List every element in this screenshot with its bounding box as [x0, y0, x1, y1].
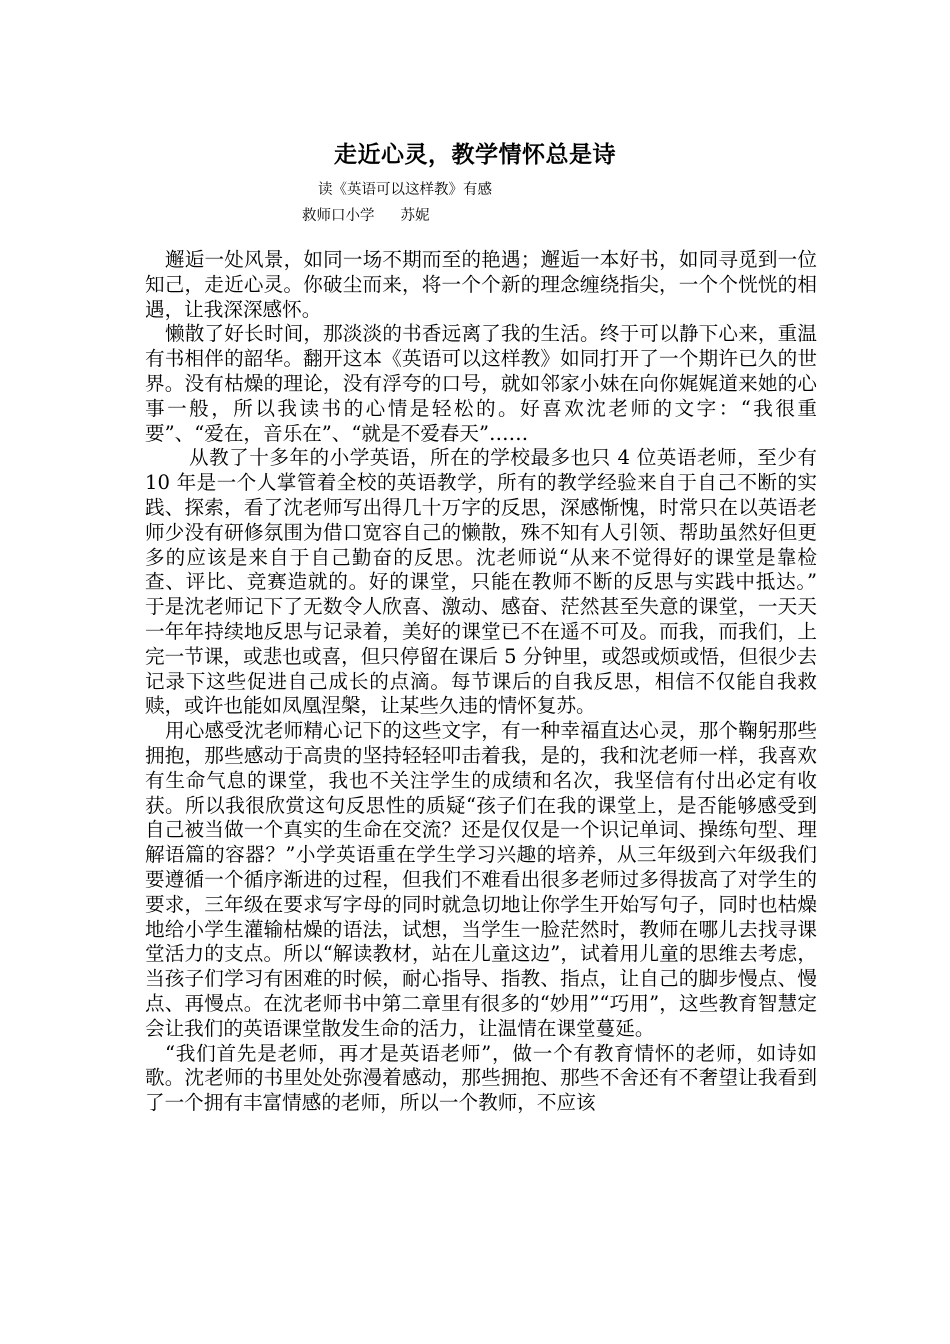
article-body [145, 248, 817, 1116]
page-title: 走近心灵，教学情怀总是诗 [334, 141, 616, 168]
subtitle: 读《英语可以这样教》有感 [318, 182, 492, 198]
author-school: 救师口小学 [302, 208, 375, 224]
author-name: 苏妮 [400, 208, 430, 224]
paragraph-3: 从教了十多年的小学英语，所在的学校最多也只 4 位英语老师，至少有 10 年是一个人掌管着全校的英语教学，所有的教学经验来自于自己不断的实践、探索，看了沈老师写出得几十万字的反思，深感惭愧，时常只在以英语老师少没有研修氛围为借口宽容自己的懒散，殊不知有人引领、帮助虽然好但更多的应该是来自于自己勤奋的反思。沈老师说“从来不觉得好的课堂是靠检查、评比、竞赛造就的。好的课堂，只能在教师不断的反思与实践中抵达。” 于是沈老师记下了无数令人欣喜、激动、感奋、茫然甚至失意的课堂，一天天一年年持续地反思与记录着，美好的课堂已不在遥不可及。而我，而我们，上完一节课，或悲也或喜，但只停留在课后 5 分钟里，或怨或烦或悟，但很少去记录下这些促进自己成长的点滴。每节课后的自我反思，相信不仅能自我救赎，或许也能如凤凰涅槃，让某些久违的情怀复苏。 [145, 446, 817, 718]
author-line [302, 204, 430, 225]
paragraph-1: 邂逅一处风景，如同一场不期而至的艳遇；邂逅一本好书，如同寻觅到一位知己，走近心灵。你破尘而来，将一个个新的理念缠绕指尖，一个个恍恍的相遇，让我深深感怀。 [145, 248, 817, 321]
paragraph-5: “我们首先是老师，再才是英语老师”，做一个有教育情怀的老师，如诗如歌。沈老师的书里处处弥漫着感动，那些拥抱、那些不舍还有不奢望让我看到了一个拥有丰富情感的老师，所以一个教师，不应该 [145, 1041, 817, 1115]
paragraph-4: 用心感受沈老师精心记下的这些文字，有一种幸福直达心灵，那个鞠躬那些拥抱，那些感动于高贵的坚持轻轻叩击着我，是的，我和沈老师一样，我喜欢有生命气息的课堂，我也不关注学生的成绩和名次，我坚信有付出必定有收获。所以我很欣赏这句反思性的质疑“孩子们在我的课堂上，是否能够感受到自己被当做一个真实的生命在交流？还是仅仅是一个识记单词、操练句型、理解语篇的容器？”小学英语重在学生学习兴趣的培养，从三年级到六年级我们要遵循一个循序渐进的过程，但我们不难看出很多老师过多得拔高了对学生的要求，三年级在要求写字母的同时就急切地让你学生开始写句子，同时也枯燥地给小学生灌输枯燥的语法，试想，当学生一脸茫然时，教师在哪儿去找寻课堂活力的支点。所以“解读教材，站在儿童这边”，试着用儿童的思维去考虑，当孩子们学习有困难的时候，耐心指导、指教、指点，让自己的脚步慢点、慢点、再慢点。在沈老师书中第二章里有很多的“妙用”“巧用”，这些教育智慧定会让我们的英语课堂散发生命的活力，让温情在课堂蔓延。 [145, 719, 817, 1040]
paragraph-2: 懒散了好长时间，那淡淡的书香远离了我的生活。终于可以静下心来，重温有书相伴的韶华。翻开这本《英语可以这样教》如同打开了一个期许已久的世界。没有枯燥的理论，没有浮夸的口号，就如邻家小妹在向你娓娓道来她的心事一般，所以我读书的心情是轻松的。好喜欢沈老师的文字：“我很重要”、“爱在，音乐在”、“就是不爱春天”…… [145, 322, 817, 445]
